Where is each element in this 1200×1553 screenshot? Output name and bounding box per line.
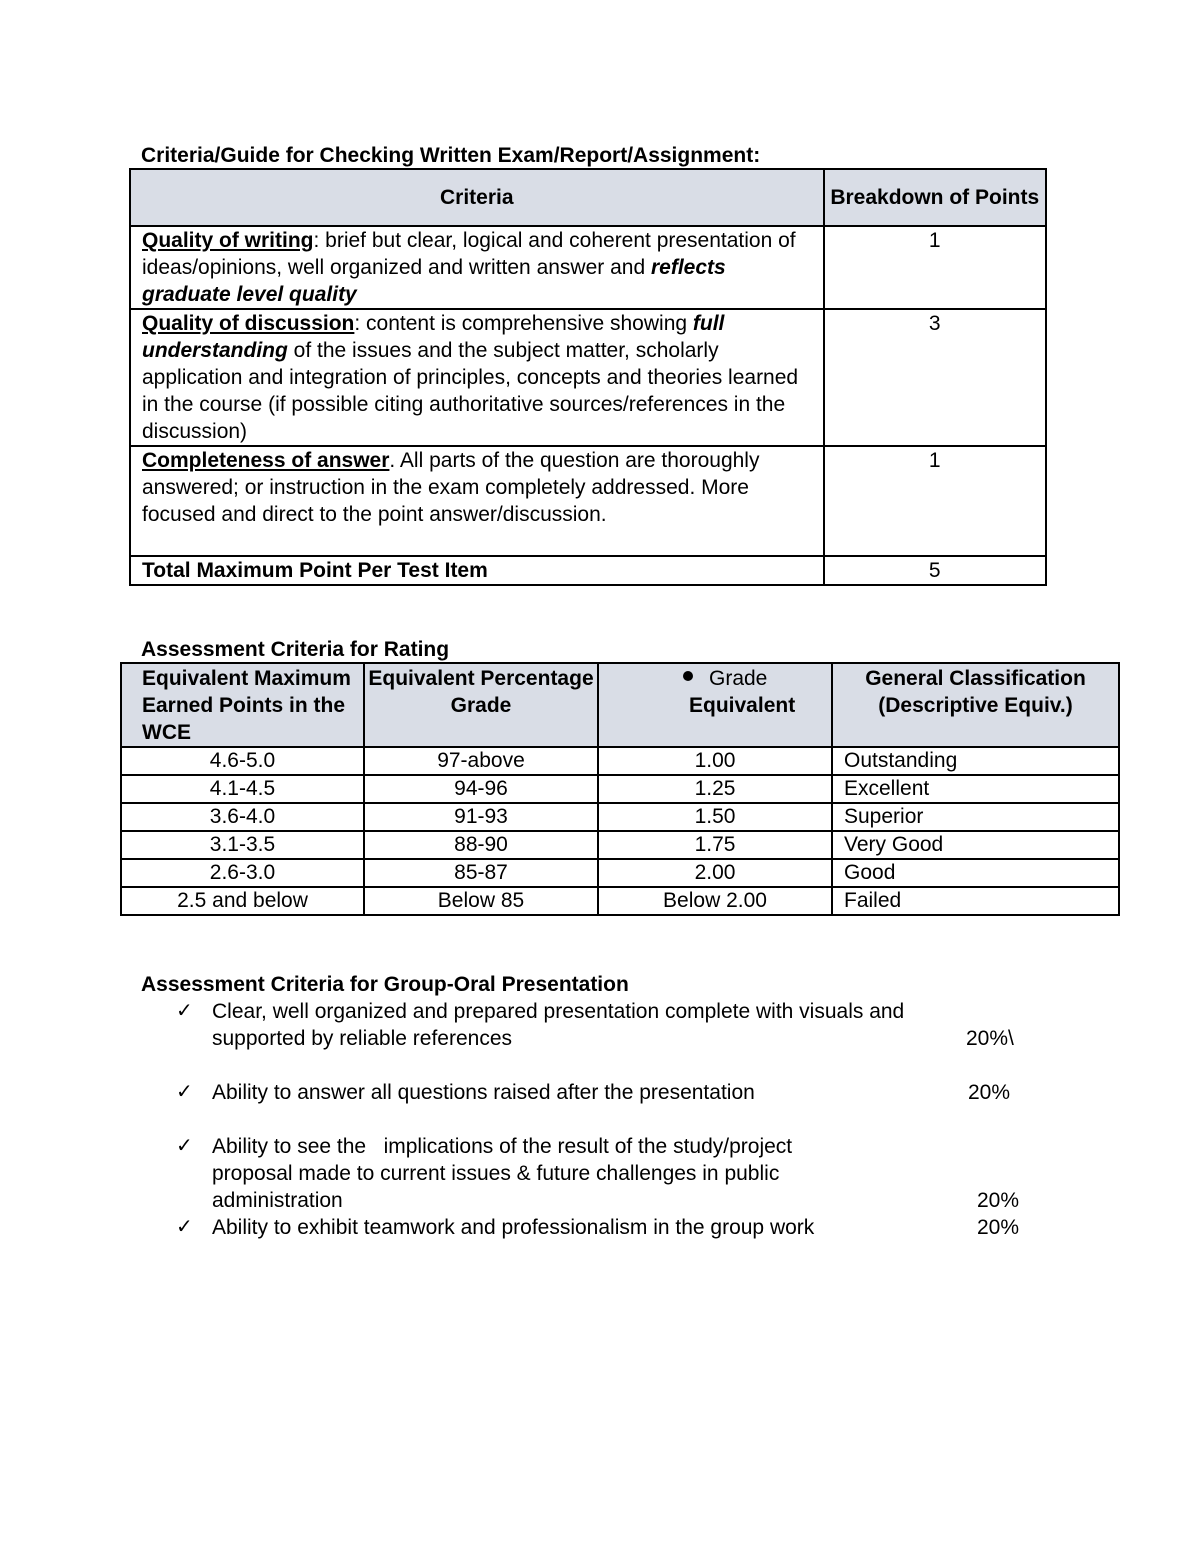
percentage-header: Equivalent Percentage Grade: [364, 663, 598, 747]
list-item-text: Ability to see the implications of the result of the study/project proposal made to current issues & future challenges in public administration: [212, 1135, 793, 1212]
list-item-percent: 20%: [968, 1081, 1011, 1104]
section1-title: Criteria/Guide for Checking Written Exam/Report/Assignment:: [141, 144, 761, 167]
percent-cell: 97-above: [364, 747, 598, 775]
list-item: [176, 1214, 1076, 1241]
list-item: [176, 998, 1076, 1052]
criteria-label: Quality of discussion: [142, 312, 355, 335]
list-item: [176, 1079, 1076, 1106]
criteria-cell: [130, 446, 824, 556]
rating-criteria-table: [120, 662, 1120, 916]
written-exam-criteria-table: [129, 168, 1047, 586]
criteria-emphasis: reflects graduate level quality: [142, 256, 726, 306]
list-item-percent: 20%: [977, 1216, 1020, 1239]
section3-title: Assessment Criteria for Group-Oral Presentation: [141, 973, 629, 996]
list-item-text: Ability to exhibit teamwork and professionalism in the group work: [212, 1216, 815, 1239]
classification-cell: Good: [832, 859, 1119, 887]
percent-cell: 91-93: [364, 803, 598, 831]
points-cell: 3.6-4.0: [121, 803, 364, 831]
points-cell: 3: [824, 309, 1047, 446]
total-points: 5: [824, 556, 1047, 585]
criteria-cell: [130, 226, 824, 309]
table-header-row: [121, 663, 1119, 747]
bullet-icon: [683, 671, 693, 681]
points-cell: 4.6-5.0: [121, 747, 364, 775]
points-header: Equivalent Maximum Earned Points in the WCE: [121, 663, 364, 747]
criteria-text-continued: of the issues and the subject matter, scholarly application and integration of principles, concepts and theories learned in the course (if possible citing authoritative sources/references in the discussion): [142, 339, 799, 443]
table-row: [121, 859, 1119, 887]
classification-header: General Classification (Descriptive Equiv.): [832, 663, 1119, 747]
points-cell: 4.1-4.5: [121, 775, 364, 803]
classification-cell: Superior: [832, 803, 1119, 831]
percent-cell: 85-87: [364, 859, 598, 887]
table-row: [121, 775, 1119, 803]
list-item-percent: 20%: [977, 1189, 1020, 1212]
grade-cell: 1.50: [598, 803, 832, 831]
percent-cell: Below 85: [364, 887, 598, 915]
criteria-label: Completeness of answer: [142, 449, 390, 472]
table-row: [130, 226, 1046, 309]
check-icon: ✓: [176, 1081, 193, 1103]
table-header-row: [130, 169, 1046, 226]
grade-cell: Below 2.00: [598, 887, 832, 915]
points-cell: 3.1-3.5: [121, 831, 364, 859]
grade-cell: 1.25: [598, 775, 832, 803]
total-row: [130, 556, 1046, 585]
grade-header-top: [683, 665, 831, 692]
points-cell: 2.6-3.0: [121, 859, 364, 887]
criteria-emphasis: full understanding: [142, 312, 725, 362]
check-icon: ✓: [176, 1216, 193, 1238]
points-cell: 1: [824, 226, 1047, 309]
table-row: [130, 446, 1046, 556]
percent-cell: 94-96: [364, 775, 598, 803]
criteria-text: . All parts of the question are thoroughly answered; or instruction in the exam completely addressed. More focused and direct to the point answer/discussion.: [142, 449, 760, 526]
grade-header-bottom: Equivalent: [689, 694, 796, 717]
grade-header-top-text: Grade: [709, 667, 768, 690]
criteria-header: Criteria: [130, 169, 824, 226]
points-cell: 2.5 and below: [121, 887, 364, 915]
points-cell: 1: [824, 446, 1047, 556]
section2-title: Assessment Criteria for Rating: [141, 638, 450, 661]
total-label: Total Maximum Point Per Test Item: [130, 556, 824, 585]
classification-cell: Failed: [832, 887, 1119, 915]
list-item: [176, 1133, 1076, 1214]
classification-cell: Outstanding: [832, 747, 1119, 775]
check-icon: ✓: [176, 1000, 193, 1022]
table-row: [121, 747, 1119, 775]
classification-cell: Excellent: [832, 775, 1119, 803]
table-row: [130, 309, 1046, 446]
list-item-percent: 20%\: [966, 1027, 1014, 1050]
grade-cell: 1.00: [598, 747, 832, 775]
grade-cell: 1.75: [598, 831, 832, 859]
criteria-cell: [130, 309, 824, 446]
check-icon: ✓: [176, 1135, 193, 1157]
table-row: [121, 803, 1119, 831]
criteria-label: Quality of writing: [142, 229, 314, 252]
table-row: [121, 887, 1119, 915]
list-item-text: Ability to answer all questions raised after the presentation: [212, 1081, 755, 1104]
grade-cell: 2.00: [598, 859, 832, 887]
classification-cell: Very Good: [832, 831, 1119, 859]
list-item-text: Clear, well organized and prepared presentation complete with visuals and supported by reliable references: [212, 1000, 905, 1050]
points-header: Breakdown of Points: [824, 169, 1047, 226]
percent-cell: 88-90: [364, 831, 598, 859]
criteria-text: : brief but clear, logical and coherent presentation of ideas/opinions, well organized and written answer and: [142, 229, 796, 279]
table-row: [121, 831, 1119, 859]
criteria-text: : content is comprehensive showing: [354, 312, 693, 335]
grade-header: [598, 663, 832, 747]
